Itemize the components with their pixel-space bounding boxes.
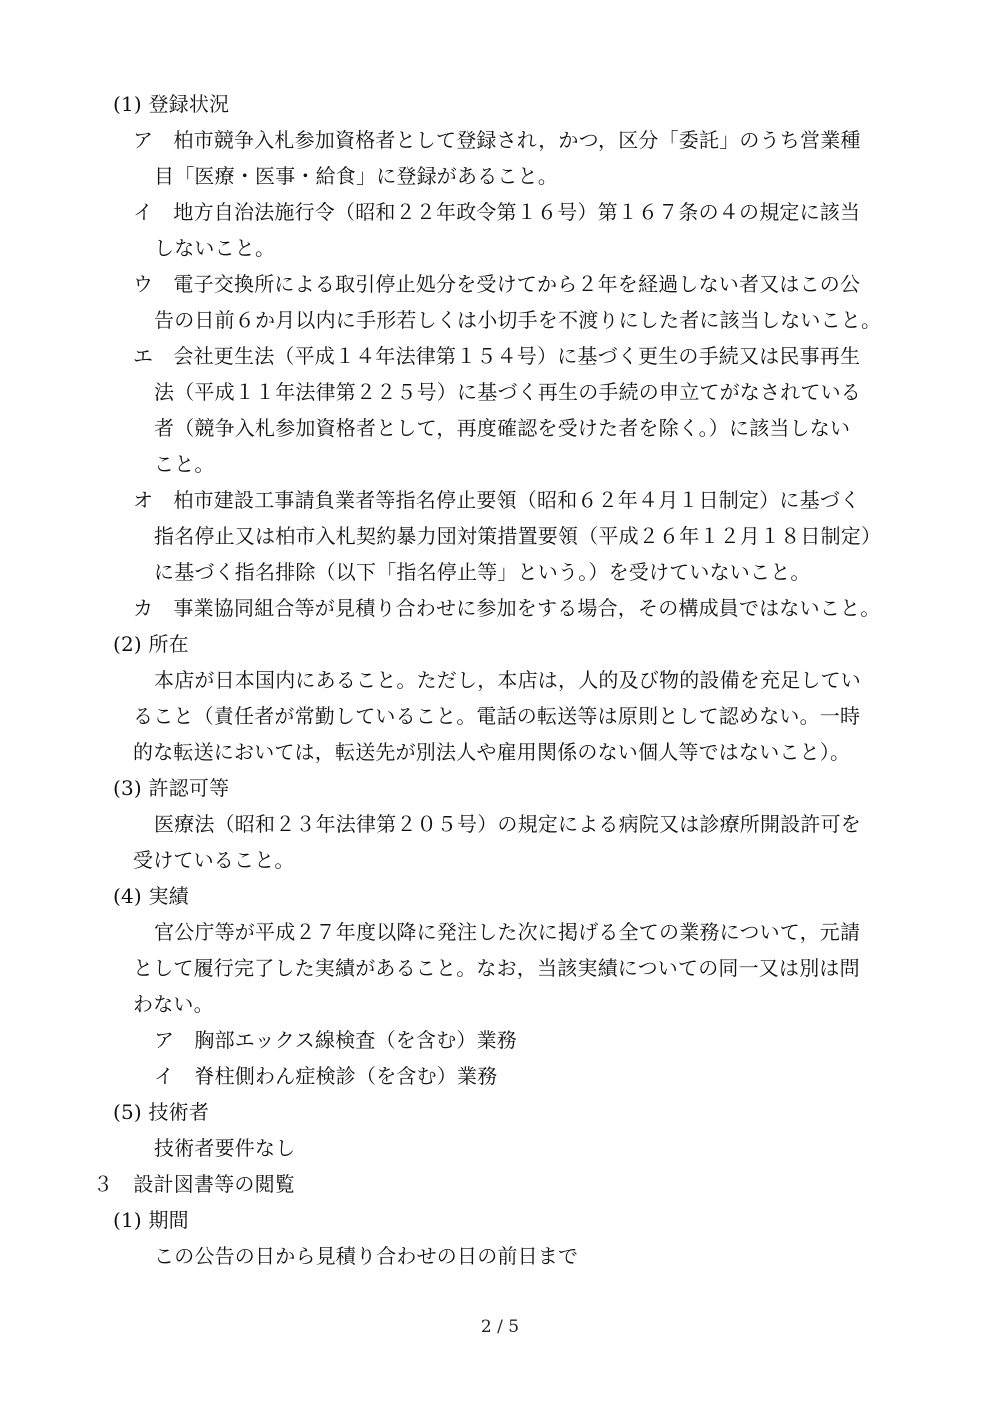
record-text-2: として履行完了した実績があること。なお，当該実績についての同一又は別は問 (133, 956, 860, 980)
list-item-ka: カ 事業協同組合等が見積り合わせに参加をする場合，その構成員ではないこと。 (133, 596, 881, 620)
list-item-e-cont-3: こと。 (154, 452, 215, 476)
record-text-3: わない。 (133, 992, 214, 1016)
list-item-o-cont-1: 指名停止又は柏市入札契約暴力団対策措置要領（平成２６年１２月１８日制定） (154, 524, 882, 548)
list-item-o: オ 柏市建設工事請負業者等指名停止要領（昭和６２年４月１日制定）に基づく (133, 488, 861, 512)
license-text-1: 医療法（昭和２３年法律第２０５号）の規定による病院又は診療所開設許可を (154, 812, 861, 836)
section-heading-record: (4) 実績 (113, 884, 189, 908)
location-text-2: ること（責任者が常勤していること。電話の転送等は原則として認めない。一時 (133, 704, 861, 728)
record-text-1: 官公庁等が平成２７年度以降に発注した次に掲げる全ての業務について，元請 (154, 920, 861, 944)
period-text: この公告の日から見積り合わせの日の前日まで (154, 1244, 579, 1268)
section-heading-location: (2) 所在 (113, 632, 189, 656)
location-text-3: 的な転送においては，転送先が別法人や雇用関係のない個人等ではないこと）。 (133, 740, 851, 764)
list-item-e-cont-2: 者（競争入札参加資格者として，再度確認を受けた者を除く。）に該当しない (154, 416, 851, 440)
section-heading-license: (3) 許認可等 (113, 776, 230, 800)
list-item-e-cont-1: 法（平成１１年法律第２２５号）に基づく再生の手続の申立てがなされている (154, 380, 861, 404)
list-item-o-cont-2: に基づく指名排除（以下「指名停止等」という。）を受けていないこと。 (154, 560, 811, 584)
engineer-text: 技術者要件なし (154, 1136, 296, 1160)
list-item-u-cont: 告の日前６か月以内に手形若しくは小切手を不渡りにした者に該当しないこと。 (154, 308, 882, 332)
list-item-e: エ 会社更生法（平成１４年法律第１５４号）に基づく更生の手続又は民事再生 (133, 344, 861, 368)
location-text-1: 本店が日本国内にあること。ただし，本店は，人的及び物的設備を充足してい (154, 668, 861, 692)
record-item-i: イ 脊柱側わん症検診（を含む）業務 (154, 1064, 498, 1088)
list-item-i: イ 地方自治法施行令（昭和２２年政令第１６号）第１６７条の４の規定に該当 (133, 200, 861, 224)
page-number: 2 / 5 (480, 1317, 520, 1337)
section-heading-registration: (1) 登録状況 (113, 92, 230, 116)
list-item-i-cont: しないこと。 (154, 236, 276, 260)
license-text-2: 受けていること。 (133, 848, 295, 872)
chapter-heading-design-docs: ３ 設計図書等の閲覧 (93, 1172, 295, 1196)
list-item-u: ウ 電子交換所による取引停止処分を受けてから２年を経過しない者又はこの公 (133, 272, 861, 296)
list-item-a: ア 柏市競争入札参加資格者として登録され，かつ，区分「委託」のうち営業種 (133, 128, 861, 152)
list-item-a-cont: 目「医療・医事・給食」に登録があること。 (154, 164, 558, 188)
section-heading-engineer: (5) 技術者 (113, 1100, 210, 1124)
section-heading-period: (1) 期間 (113, 1208, 189, 1232)
record-item-a: ア 胸部エックス線検査（を含む）業務 (154, 1028, 517, 1052)
